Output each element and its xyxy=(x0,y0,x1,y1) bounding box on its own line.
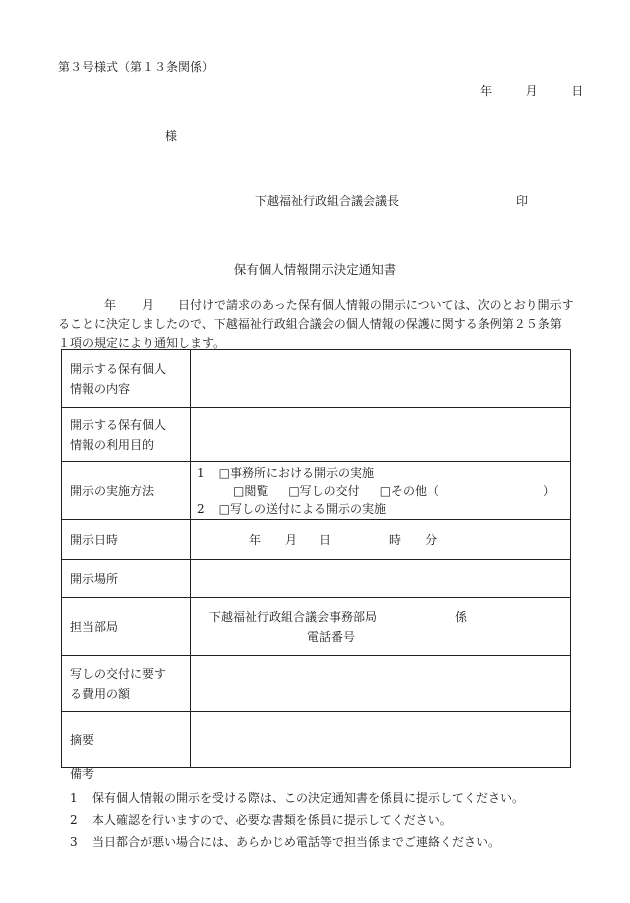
note-1-text: 保有個人情報の開示を受ける際は、この決定通知書を係員に提示してください。 xyxy=(92,791,525,805)
label-remarks: 摘要 xyxy=(62,712,191,768)
label-fee-line2: る費用の額 xyxy=(70,686,131,701)
datetime-minute-label: 分 xyxy=(425,533,438,547)
row-method xyxy=(62,462,571,520)
department-office: 下越福祉行政組合議会事務部局 xyxy=(209,609,378,624)
note-item-3 xyxy=(70,833,500,850)
issuer-name: 下越福祉行政組合議会議長 xyxy=(255,194,400,208)
label-purpose-line1: 開示する保有個人 xyxy=(70,417,167,432)
label-fee-line1: 写しの交付に要す xyxy=(70,666,167,681)
method-option-2[interactable] xyxy=(197,500,570,518)
body-year-label: 年 xyxy=(104,298,117,312)
row-purpose xyxy=(62,408,571,462)
note-2-number: 2 xyxy=(70,813,78,827)
method-1b-checkbox[interactable]: □写しの交付 xyxy=(288,483,360,498)
department-phone-label[interactable]: 電話番号 xyxy=(307,629,356,644)
row-remarks xyxy=(62,712,571,768)
datetime-year-label: 年 xyxy=(249,533,262,547)
method-2-number: 2 xyxy=(197,501,205,516)
date-year-label: 年 xyxy=(480,84,493,98)
method-1-label: □事務所における開示の実施 xyxy=(218,465,374,480)
body-month-label: 月 xyxy=(142,298,155,312)
body-line-3: １項の規定により通知します。 xyxy=(58,336,226,350)
date-month-label: 月 xyxy=(525,84,538,98)
body-line-1-text: 日付けで請求のあった保有個人情報の開示については、次のとおり開示す xyxy=(178,298,574,312)
value-content[interactable] xyxy=(191,350,571,408)
datetime-month-label: 月 xyxy=(285,533,298,547)
row-fee xyxy=(62,656,571,712)
method-option-1[interactable] xyxy=(197,464,570,482)
body-line-2: ることに決定しましたので、下越福祉行政組合議会の個人情報の保護に関する条例第２５条第 xyxy=(58,317,562,331)
label-department: 担当部局 xyxy=(62,598,191,656)
value-fee[interactable] xyxy=(191,656,571,712)
body-line-1 xyxy=(58,296,580,315)
label-datetime: 開示日時 xyxy=(62,520,191,560)
row-department xyxy=(62,598,571,656)
note-item-1 xyxy=(70,789,524,806)
method-1c-checkbox[interactable]: □その他（ xyxy=(379,483,440,498)
value-department xyxy=(191,598,571,656)
notes-title: 備考 xyxy=(70,767,95,781)
body-paragraph xyxy=(58,296,580,353)
note-2-text: 本人確認を行いますので、必要な書類を係員に提示してください。 xyxy=(92,813,452,827)
datetime-day-label: 日 xyxy=(319,533,332,547)
value-datetime[interactable] xyxy=(191,520,571,560)
addressee-suffix: 様 xyxy=(165,129,178,143)
form-number: 第３号様式（第１３条関係） xyxy=(58,60,215,74)
label-place: 開示場所 xyxy=(62,560,191,598)
method-option-1-sub xyxy=(197,482,570,500)
datetime-hour-label: 時 xyxy=(389,533,402,547)
method-2-label: □写しの送付による開示の実施 xyxy=(218,501,386,516)
note-item-2 xyxy=(70,811,452,828)
seal-mark: 印 xyxy=(516,194,529,208)
value-place[interactable] xyxy=(191,560,571,598)
row-datetime xyxy=(62,520,571,560)
note-3-text: 当日都合が悪い場合には、あらかじめ電話等で担当係までご連絡ください。 xyxy=(92,835,501,849)
value-remarks[interactable] xyxy=(191,712,571,768)
value-method xyxy=(191,462,571,520)
label-content-line2: 情報の内容 xyxy=(70,381,131,396)
note-1-number: 1 xyxy=(70,791,78,805)
label-method: 開示の実施方法 xyxy=(62,462,191,520)
label-purpose xyxy=(62,408,191,462)
row-content xyxy=(62,350,571,408)
method-1a-checkbox[interactable]: □閲覧 xyxy=(233,483,269,498)
department-section-label[interactable]: 係 xyxy=(455,609,468,624)
method-1c-close-paren: ） xyxy=(543,483,556,498)
method-1-number: 1 xyxy=(197,465,205,480)
value-purpose[interactable] xyxy=(191,408,571,462)
date-day-label: 日 xyxy=(571,84,584,98)
label-content-line1: 開示する保有個人 xyxy=(70,361,167,376)
row-place xyxy=(62,560,571,598)
label-purpose-line2: 情報の利用目的 xyxy=(70,437,155,452)
document-title: 保有個人情報開示決定通知書 xyxy=(233,262,397,277)
note-3-number: 3 xyxy=(70,835,78,849)
label-content xyxy=(62,350,191,408)
label-fee xyxy=(62,656,191,712)
issue-date xyxy=(480,82,583,99)
disclosure-table xyxy=(61,349,571,768)
